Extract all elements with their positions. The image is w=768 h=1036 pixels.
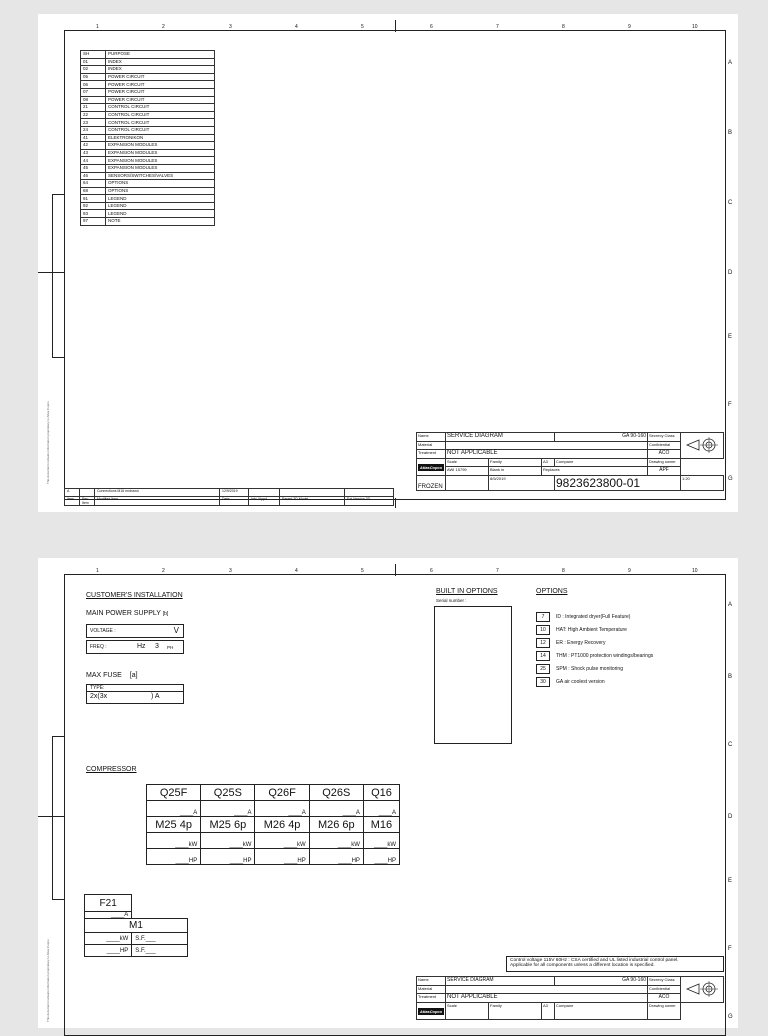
index-row (81, 195, 215, 203)
index-row (81, 202, 215, 210)
option-number: 7 (536, 612, 550, 622)
sheet-ratio: 1:20 (681, 476, 724, 491)
owner: APF (648, 467, 681, 476)
index-row (81, 164, 215, 172)
sheet-purpose: LEGEND (106, 210, 215, 218)
index-row (81, 73, 215, 81)
treatment: NOT APPLICABLE (446, 450, 648, 459)
row-letter: E (728, 334, 733, 340)
column-number: 6 (430, 24, 433, 30)
index-row (81, 187, 215, 195)
column-number: 5 (361, 568, 364, 574)
blank-in: Blank in (489, 467, 542, 476)
index-row (81, 111, 215, 119)
comp-header: Q25S (201, 785, 255, 801)
row-letter: D (728, 270, 733, 276)
options-list (536, 612, 653, 690)
comp-hp: ____HP (201, 849, 255, 865)
column-number: 3 (229, 24, 232, 30)
comp-model: M26 6p (309, 817, 363, 833)
rev-header: Ext.Version 3D (345, 497, 394, 506)
option-item (536, 651, 653, 661)
column-number: 4 (295, 24, 298, 30)
built-in-options-title: BUILT IN OPTIONS (436, 588, 498, 595)
comp-model: M25 4p (147, 817, 201, 833)
sheet-purpose: POWER CIRCUIT (106, 81, 215, 89)
compressor-row (147, 833, 400, 849)
index-row (81, 149, 215, 157)
index-row (81, 157, 215, 165)
column-number: 8 (562, 24, 565, 30)
sheet-purpose: OPTIONS (106, 187, 215, 195)
compressor-row (147, 785, 400, 801)
option-number: 14 (536, 651, 550, 661)
f21-amps: ____A (85, 912, 132, 919)
option-number: 12 (536, 638, 550, 648)
sheet-number: 08 (81, 96, 106, 104)
sheet-number: 68 (81, 187, 106, 195)
model: GA 90-160 (555, 977, 648, 986)
title-block: Name SERVICE DIAGRAM GA 90-160 Secrecy Class Material Confidential Treatment NOT APPLICABLE ACO AtlasCopco Scale Family A3 Compane Drawing owner (416, 976, 724, 1028)
row-letter: F (728, 946, 732, 952)
column-number: 9 (628, 568, 631, 574)
comp-kw: ____kW (201, 833, 255, 849)
projection-symbol (681, 977, 724, 1003)
sheet-purpose: CONTROL CIRCUIT (106, 119, 215, 127)
sheet-index-table (80, 50, 215, 226)
rev-header: Item (65, 497, 80, 506)
column-number: 7 (496, 568, 499, 574)
status: FROZEN (417, 476, 446, 491)
sheet-number: 91 (81, 195, 106, 203)
sheet-purpose: SENSORS/SWITCHES/VALVES (106, 172, 215, 180)
column-number: 2 (162, 568, 165, 574)
max-fuse-title: MAX FUSE [a] (86, 672, 138, 679)
m1-sf2: S.F.___ (132, 945, 188, 957)
sheet-purpose: CONTROL CIRCUIT (106, 104, 215, 112)
column-number: 7 (496, 24, 499, 30)
sheet-number: 23 (81, 119, 106, 127)
row-letter: C (728, 742, 733, 748)
row-letter: G (728, 1014, 733, 1020)
drawn-by: AWI 15799 (446, 467, 489, 476)
sheet-purpose: LEGEND (106, 195, 215, 203)
comp-kw: ____kW (363, 833, 399, 849)
row-letter: G (728, 476, 733, 482)
sheet-purpose: ELEKTRONIKON (106, 134, 215, 142)
index-row (81, 81, 215, 89)
comp-model: M25 6p (201, 817, 255, 833)
sheet-purpose: INDEX (106, 66, 215, 74)
family-label: Family (489, 459, 542, 467)
proprietary-note: This document contains information proprietary to Atlas Copco (46, 401, 50, 484)
drawing-sheet-installation (38, 558, 738, 1028)
option-text: ER : Energy Recovery (556, 640, 606, 646)
sheet-purpose: EXPANSION MODULES (106, 149, 215, 157)
rev-header: Modified Item (95, 497, 220, 506)
comp-header: Q16 (363, 785, 399, 801)
sheet-number: 22 (81, 111, 106, 119)
sheet-purpose: POWER CIRCUIT (106, 88, 215, 96)
comp-model: M16 (363, 817, 399, 833)
sheet-number: 64 (81, 180, 106, 188)
m1-sf: S.F.___ (132, 933, 188, 945)
rev-header: Info./Appd. (249, 497, 280, 506)
treatment-label: Treatment (417, 450, 446, 459)
index-row (81, 134, 215, 142)
option-number: 30 (536, 677, 550, 687)
column-number: 1 (96, 24, 99, 30)
sheet-purpose: EXPANSION MODULES (106, 157, 215, 165)
m1-label: M1 (85, 919, 188, 933)
index-row (81, 210, 215, 218)
center-mark (395, 20, 396, 32)
index-row (81, 51, 215, 59)
revision-table (64, 488, 394, 506)
option-number: 10 (536, 625, 550, 635)
motor-table (84, 894, 188, 957)
drawing-name: SERVICE DIAGRAM (446, 433, 555, 442)
rev-date: 12/9/2019 (220, 489, 249, 497)
comp-amps: ____A (363, 801, 399, 817)
rev-modified: Connections M16 rmdrawn (95, 489, 220, 497)
comp-header: Q25F (147, 785, 201, 801)
comp-hp: ____HP (255, 849, 309, 865)
compressor-row (147, 817, 400, 833)
column-number: 6 (430, 568, 433, 574)
rev-header: Date (220, 497, 249, 506)
sheet-number: 21 (81, 104, 106, 112)
sheet-number: 02 (81, 66, 106, 74)
index-row (81, 172, 215, 180)
replaces: Replaces (542, 467, 648, 476)
sheet-number: 24 (81, 126, 106, 134)
sheet-purpose: EXPANSION MODULES (106, 142, 215, 150)
option-text: ID : Integrated dryer(Full Feature) (556, 614, 631, 620)
row-letter: E (728, 878, 733, 884)
index-row (81, 142, 215, 150)
sheet-number: SH (81, 51, 106, 59)
control-voltage-note: Control voltage 115V 60Hz : CSA certified and UL listed industrial control panel. Applicable for all components unless a different location is specified. (506, 956, 724, 972)
customer-installation-title: CUSTOMER'S INSTALLATION (86, 592, 183, 599)
rev-header: Parent 3D Model (280, 497, 345, 506)
index-row (81, 119, 215, 127)
column-number: 10 (692, 568, 698, 574)
column-number: 2 (162, 24, 165, 30)
comp-header: Q26F (255, 785, 309, 801)
row-letter: C (728, 200, 733, 206)
comp-amps: ____A (255, 801, 309, 817)
comp-amps: ____A (309, 801, 363, 817)
f21-label: F21 (85, 895, 132, 912)
sheet-number: 05 (81, 73, 106, 81)
column-number: 1 (96, 568, 99, 574)
serial-number-box (434, 606, 512, 744)
owner-label: Drawing owner (648, 459, 681, 467)
m1-hp: ____HP (85, 945, 132, 957)
sheet-purpose: INDEX (106, 58, 215, 66)
sheet-number: 42 (81, 142, 106, 150)
index-row (81, 96, 215, 104)
document-number: 9823623800-01 (555, 476, 681, 491)
compressor-title: COMPRESSOR (86, 766, 137, 773)
comp-hp: ____HP (147, 849, 201, 865)
row-letter: A (728, 60, 733, 66)
index-row (81, 218, 215, 226)
comp-kw: ____kW (147, 833, 201, 849)
index-row (81, 66, 215, 74)
model: GA 90-160 (555, 433, 648, 442)
confidential: Confidential (648, 442, 681, 450)
side-bracket (52, 194, 65, 358)
options-title: OPTIONS (536, 588, 568, 595)
sheet-number: 44 (81, 157, 106, 165)
serial-number-label: Serial number : (436, 598, 467, 603)
comp-kw: ____kW (255, 833, 309, 849)
option-item (536, 612, 653, 622)
option-item (536, 638, 653, 648)
sheet-number: 41 (81, 134, 106, 142)
column-number: 5 (361, 24, 364, 30)
row-letter: B (728, 674, 733, 680)
column-number: 4 (295, 568, 298, 574)
sheet-purpose: OPTIONS (106, 180, 215, 188)
compressor-table (146, 784, 400, 865)
row-letter: B (728, 130, 733, 136)
center-mark (395, 498, 396, 508)
m1-kw: ____kW (85, 933, 132, 945)
drawing-sheet-index (38, 14, 738, 512)
row-letter: F (728, 402, 732, 408)
sheet-purpose: EXPANSION MODULES (106, 164, 215, 172)
comp-hp: ____HP (363, 849, 399, 865)
compressor-row (147, 849, 400, 865)
option-item (536, 625, 653, 635)
column-number: 3 (229, 568, 232, 574)
index-row (81, 180, 215, 188)
option-item (536, 677, 653, 687)
aco: ACO (648, 450, 681, 459)
option-number: 25 (536, 664, 550, 674)
column-number: 9 (628, 24, 631, 30)
side-bracket (52, 736, 65, 900)
date: 8/5/2019 (489, 476, 555, 491)
sheet-purpose: LEGEND (106, 202, 215, 210)
option-text: HAT: High Ambient Temperature (556, 627, 627, 633)
comp-header: Q26S (309, 785, 363, 801)
sheet-number: 07 (81, 88, 106, 96)
material-label: Material (417, 442, 446, 450)
sheet-number: 43 (81, 149, 106, 157)
option-text: THM : PT1000 protection windings/bearings (556, 653, 654, 659)
size: A3 (542, 459, 555, 467)
comp-kw: ____kW (309, 833, 363, 849)
title-block (416, 432, 724, 498)
projection-symbol (681, 433, 724, 459)
rev-item: A (65, 489, 80, 497)
option-item (536, 664, 653, 674)
sheet-number: 93 (81, 210, 106, 218)
comp-amps: ____A (147, 801, 201, 817)
index-row (81, 104, 215, 112)
sheet-purpose: POWER CIRCUIT (106, 96, 215, 104)
comp-model: M26 4p (255, 817, 309, 833)
rev-header: Rev. Item (80, 497, 95, 506)
sheet-purpose: CONTROL CIRCUIT (106, 126, 215, 134)
voltage-field: VOLTAGE : V (86, 624, 184, 638)
row-letter: A (728, 602, 733, 608)
option-text: GA air coolest version (556, 679, 605, 685)
sheet-purpose: CONTROL CIRCUIT (106, 111, 215, 119)
sheet-purpose: POWER CIRCUIT (106, 73, 215, 81)
index-row (81, 126, 215, 134)
secrecy: Secrecy Class (648, 433, 681, 442)
row-letter: D (728, 814, 733, 820)
column-number: 8 (562, 568, 565, 574)
name-label: Name (417, 433, 446, 442)
column-number: 10 (692, 24, 698, 30)
comp-amps: ____A (201, 801, 255, 817)
index-row (81, 88, 215, 96)
index-row (81, 58, 215, 66)
sheet-number: 92 (81, 202, 106, 210)
sheet-number: 01 (81, 58, 106, 66)
fuse-type-field: TYPE: 2x(3x ) A (86, 684, 184, 704)
atlas-copco-logo: AtlasCopco (417, 459, 446, 476)
center-mark (395, 564, 396, 576)
atlas-copco-logo: AtlasCopco (417, 1003, 446, 1020)
option-text: SPM : Shock pulse monitoring (556, 666, 623, 672)
compane-label: Compane (555, 459, 648, 467)
comp-hp: ____HP (309, 849, 363, 865)
sheet-number: 06 (81, 81, 106, 89)
freq-field: FREQ : Hz 3 PH (86, 640, 184, 654)
sheet-number: 45 (81, 164, 106, 172)
sheet-number: 97 (81, 218, 106, 226)
scale-label: Scale (446, 459, 489, 467)
main-power-supply-title: MAIN POWER SUPPLY [b] (86, 610, 169, 617)
sheet-purpose: PURPOSE (106, 51, 215, 59)
compressor-row (147, 801, 400, 817)
proprietary-note: This document contains information proprietary to Atlas Copco (46, 939, 50, 1022)
sheet-purpose: NOTE (106, 218, 215, 226)
sheet-number: 46 (81, 172, 106, 180)
drawing-name: SERVICE DIAGRAM (446, 977, 555, 986)
